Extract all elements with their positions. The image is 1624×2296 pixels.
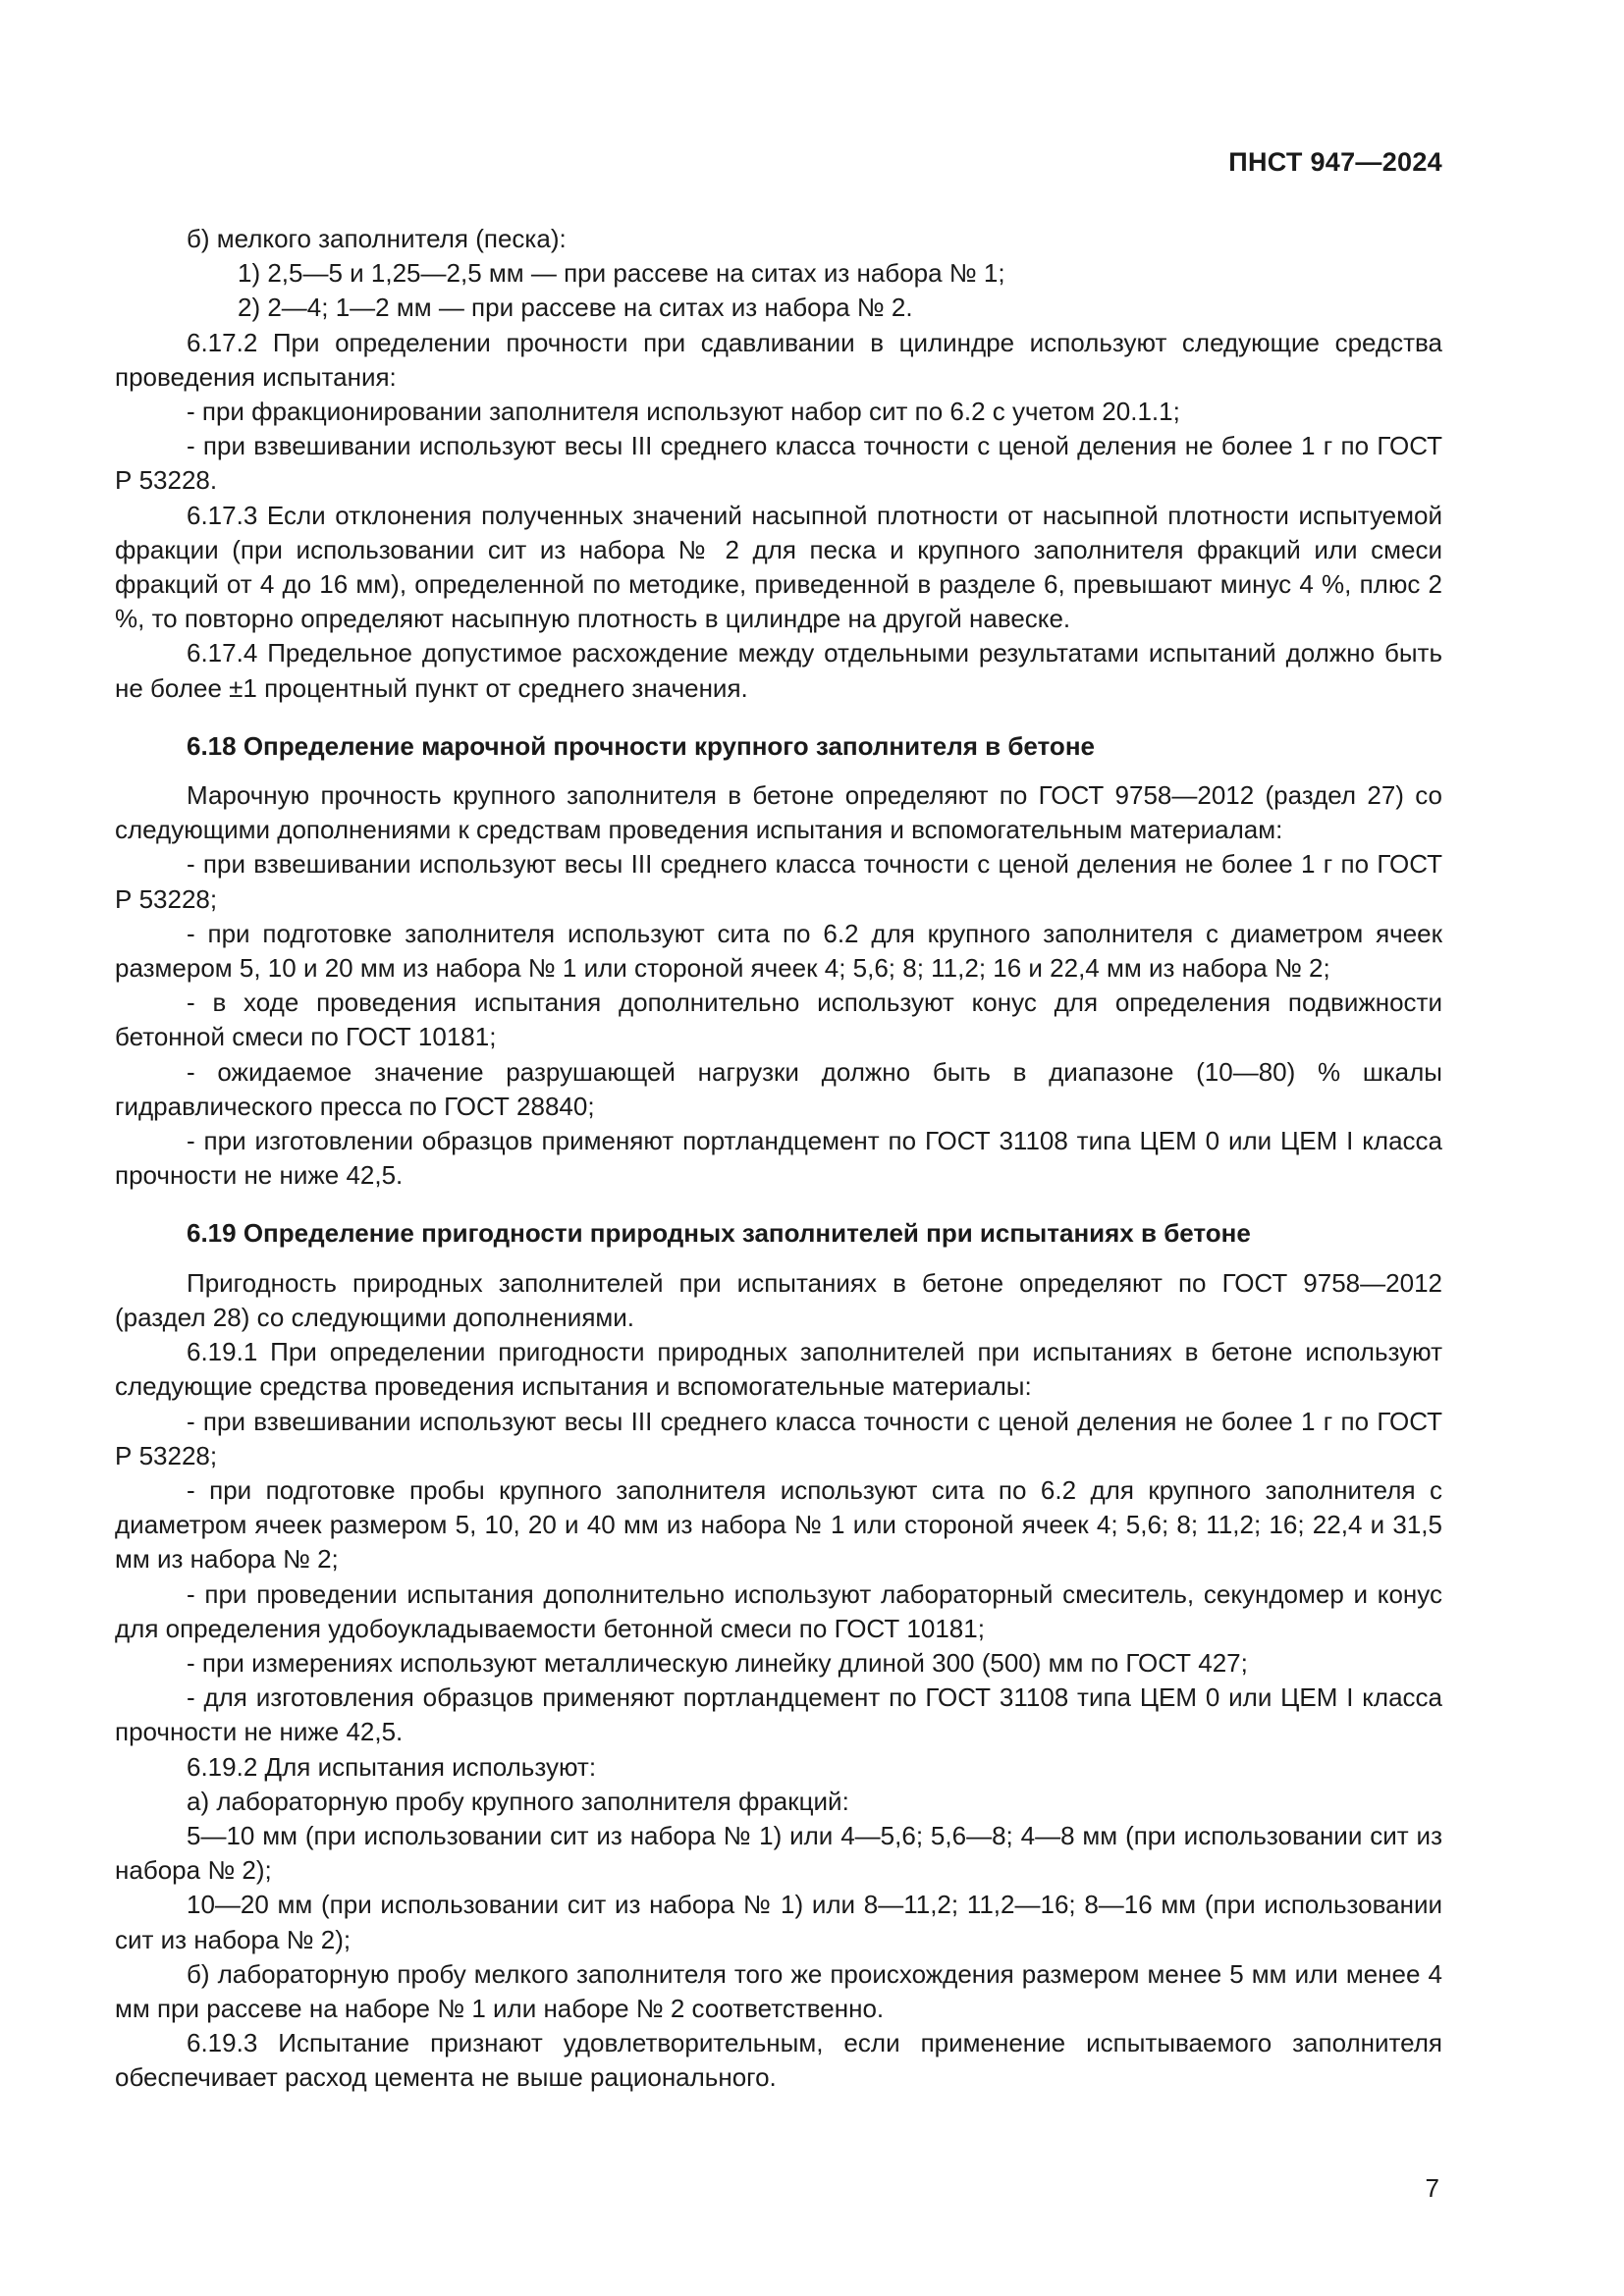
paragraph: 5—10 мм (при использовании сит из набора № 1) или 4—5,6; 5,6—8; 4—8 мм (при использовании сит из набора № 2); bbox=[115, 1820, 1442, 1886]
page-number: 7 bbox=[1425, 2173, 1439, 2203]
paragraph: - при измерениях используют металлическую линейку длиной 300 (500) мм по ГОСТ 427; bbox=[187, 1647, 1248, 1678]
paragraph: б) лабораторную пробу мелкого заполнителя того же происхождения размером менее 5 мм или менее 4 мм при рассеве на наборе № 1 или наборе № 2 соответственно. bbox=[115, 1958, 1442, 2023]
paragraph: 6.19.2 Для испытания используют: bbox=[187, 1751, 597, 1782]
paragraph: Марочную прочность крупного заполнителя в бетоне определяют по ГОСТ 9758—2012 (раздел 27) со следующими дополнениями к средствам проведения испытания и вспомогательным материалам: bbox=[115, 780, 1442, 845]
paragraph: 10—20 мм (при использовании сит из набора № 1) или 8—11,2; 11,2—16; 8—16 мм (при использовании сит из набора № 2); bbox=[115, 1890, 1442, 1954]
paragraph: - при подготовке пробы крупного заполнителя используют сита по 6.2 для крупного заполнителя с диаметром ячеек размером 5, 10, 20 и 40 мм из набора № 1 или стороной ячеек 4; 5,6; 8; 11,2; 16; 22,4 и 31,5 мм из набора № 2; bbox=[115, 1474, 1442, 1575]
paragraph: 1) 2,5—5 и 1,25—2,5 мм — при рассеве на ситах из набора № 1; bbox=[238, 258, 1005, 289]
paragraph: - ожидаемое значение разрушающей нагрузки должно быть в диапазоне (10—80) % шкалы гидравлического пресса по ГОСТ 28840; bbox=[115, 1056, 1442, 1121]
paragraph: а) лабораторную пробу крупного заполнителя фракций: bbox=[187, 1786, 849, 1816]
paragraph: - при фракционировании заполнителя используют набор сит по 6.2 с учетом 20.1.1; bbox=[187, 397, 1180, 427]
paragraph: 6.19.3 Испытание признают удовлетворительным, если применение испытываемого заполнителя обеспечивает расход цемента не выше рационального. bbox=[115, 2028, 1442, 2093]
paragraph: - при подготовке заполнителя используют сита по 6.2 для крупного заполнителя с диаметром ячеек размером 5, 10 и 20 мм из набора № 1 или стороной ячеек 4; 5,6; 8; 11,2; 16 и 22,4 мм из набора № 2; bbox=[115, 918, 1442, 984]
paragraph: 6.17.3 Если отклонения полученных значений насыпной плотности от насыпной плотности испытуемой фракции (при использовании сит из набора № 2 для песка и крупного заполнителя фракций или смеси фракций от 4 до 16 мм), определенной по методике, приведенной в разделе 6, превышают минус 4 %, плюс 2 %, то повторно определяют насыпную плотность в цилиндре на другой навеске. bbox=[115, 500, 1442, 634]
document-body bbox=[115, 222, 1442, 2096]
section-heading: 6.19 Определение пригодности природных заполнителей при испытаниях в бетоне bbox=[187, 1218, 1251, 1249]
paragraph: - при изготовлении образцов применяют портландцемент по ГОСТ 31108 типа ЦЕМ 0 или ЦЕМ I класса прочности не ниже 42,5. bbox=[115, 1126, 1442, 1191]
section-heading: 6.18 Определение марочной прочности крупного заполнителя в бетоне bbox=[187, 730, 1095, 761]
paragraph: - при взвешивании используют весы III среднего класса точности с ценой деления не более 1 г по ГОСТ Р 53228. bbox=[115, 431, 1442, 496]
paragraph: 6.19.1 При определении пригодности природных заполнителей при испытаниях в бетоне используют следующие средства проведения испытания и вспомогательные материалы: bbox=[115, 1337, 1442, 1402]
paragraph: - при взвешивании используют весы III среднего класса точности с ценой деления не более 1 г по ГОСТ Р 53228; bbox=[115, 849, 1442, 914]
paragraph: - при проведении испытания дополнительно используют лабораторный смеситель, секундомер и конус для определения удобоукладываемости бетонной смеси по ГОСТ 10181; bbox=[115, 1578, 1442, 1643]
document-header: ПНСТ 947—2024 bbox=[1228, 147, 1442, 177]
paragraph: - для изготовления образцов применяют портландцемент по ГОСТ 31108 типа ЦЕМ 0 или ЦЕМ I класса прочности не ниже 42,5. bbox=[115, 1682, 1442, 1747]
paragraph: - при взвешивании используют весы III среднего класса точности с ценой деления не более 1 г по ГОСТ Р 53228; bbox=[115, 1406, 1442, 1470]
paragraph: 6.17.2 При определении прочности при сдавливании в цилиндре используют следующие средства проведения испытания: bbox=[115, 327, 1442, 392]
paragraph: б) мелкого заполнителя (песка): bbox=[187, 224, 567, 253]
paragraph: - в ходе проведения испытания дополнительно используют конус для определения подвижности бетонной смеси по ГОСТ 10181; bbox=[115, 988, 1442, 1052]
paragraph: 2) 2—4; 1—2 мм — при рассеве на ситах из набора № 2. bbox=[238, 293, 913, 323]
paragraph: 6.17.4 Предельное допустимое расхождение между отдельными результатами испытаний должно быть не более ±1 процентный пункт от среднего значения. bbox=[115, 638, 1442, 703]
paragraph: Пригодность природных заполнителей при испытаниях в бетоне определяют по ГОСТ 9758—2012 (раздел 28) со следующими дополнениями. bbox=[115, 1267, 1442, 1332]
